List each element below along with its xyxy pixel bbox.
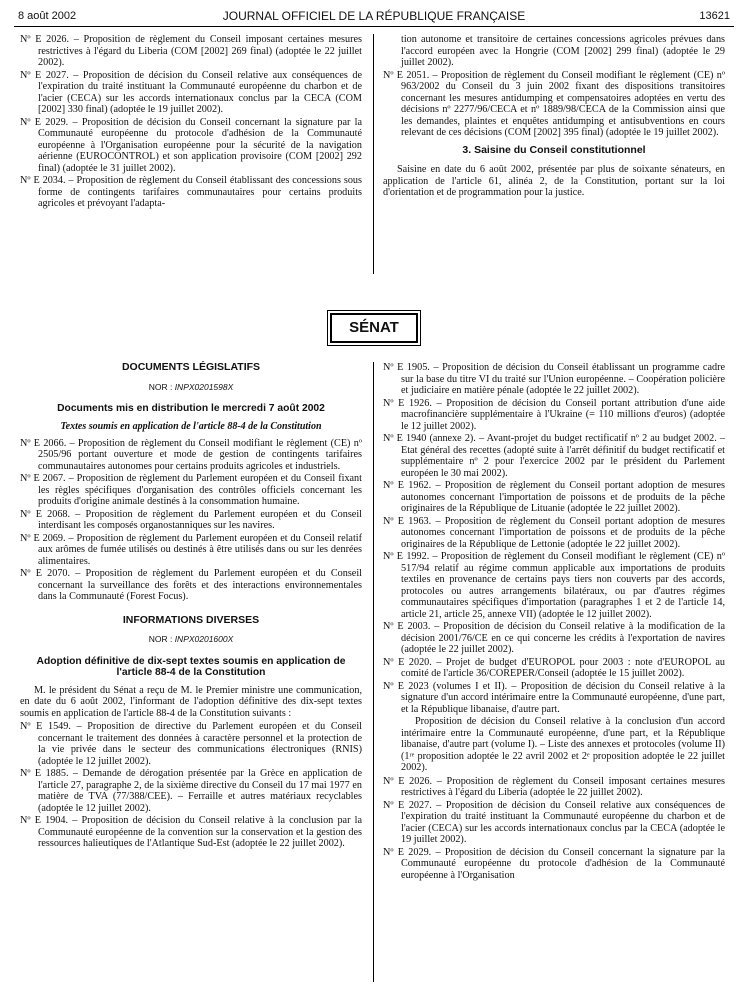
senat-box: SÉNAT bbox=[330, 313, 418, 343]
paragraph: Saisine en date du 6 août 2002, présentée par plus de soixante sénateurs, en application de l'article 61, alinéa 2, de la Constitution, portant sur la loi d'orientation et de programmation pour la justice. bbox=[383, 164, 725, 198]
list-item: Nº E 1904. – Proposition de décision du Conseil relative à la conclusion par la Communauté européenne de la convention sur la conservation et la gestion des ressources halieutiques de l'Atlantique Sud-Est (adoptée le 22 juillet 2002). bbox=[20, 815, 362, 849]
list-item: Nº E 2026. – Proposition de règlement du Conseil imposant certaines mesures restrictives à l'égard du Liberia (COM [2002] 269 final) (adoptée le 22 juillet 2002). bbox=[20, 34, 362, 68]
list-item: Nº E 1940 (annexe 2). – Avant-projet du budget rectificatif nº 2 au budget 2002. – Etat général des recettes (adopté suite à l'arrêt définitif du budget rectificatif et supplémentaire nº 2 pour l'exercice 2002 par le président du Parlement européen le 30 mai 2002). bbox=[383, 433, 725, 479]
list-item: Nº E 2026. – Proposition de règlement du Conseil imposant certaines mesures restrictives à l'égard du Liberia (adoptée le 22 juillet 2002). bbox=[383, 775, 725, 798]
list-item: tion autonome et transitoire de certaines concessions agricoles prévues dans l'accord européen avec la Hongrie (COM [2002] 299 final) (adoptée le 29 juillet 2002). bbox=[401, 34, 725, 68]
list-item: Nº E 2020. – Projet de budget d'EUROPOL pour 2003 : note d'EUROPOL au comité de l'article 36/COREPER/Conseil (adoptée le 15 juillet 2002). bbox=[383, 656, 725, 679]
list-item: Nº E 2066. – Proposition de règlement du Conseil modifiant le règlement (CE) nº 2505/96 portant ouverture et mode de gestion de contingents tarifaires communautaires autonomes pour certains produits agricoles et industriels. bbox=[20, 437, 362, 472]
right-column bbox=[383, 362, 725, 882]
list-item: Nº E 2067. – Proposition de règlement du Parlement européen et du Conseil fixant les règles spécifiques d'organisation des contrôles officiels concernant les produits d'origine animale destinés à la consommation humaine. bbox=[20, 473, 362, 507]
header-page-number: 13621 bbox=[699, 10, 730, 22]
list-item: Nº E 2023 (volumes I et II). – Proposition de décision du Conseil relative à la signature d'un accord intérimaire entre la Communauté européenne, d'une part, et la République libanaise, d'autre part. bbox=[383, 680, 725, 715]
list-item: Nº E 1992. – Proposition de règlement du Conseil modifiant le règlement (CE) nº 517/94 relatif au régime commun applicable aux importations de produits textiles en provenance de certains pays tiers non couverts par des accords, protocoles ou autres arrangements bilatéraux, ou par d'autres régimes communautaires spécifiques d'importation (paragraphes 1 et 2 de l'article 14, article 21, article 25, annexe VII) (adoptée le 12 juillet 2002). bbox=[383, 551, 725, 620]
column-divider bbox=[373, 362, 374, 982]
page-header bbox=[18, 6, 730, 26]
section-title: 3. Saisine du Conseil constitutionnel bbox=[462, 143, 646, 156]
subsection-title: Documents mis en distribution le mercredi 7 août 2002 bbox=[57, 403, 325, 414]
list-item: Nº E 2034. – Proposition de règlement du Conseil établissant des concessions sous forme de contingents tarifaires communautaires pour certains produits agricoles et prévoyant l'adapta- bbox=[20, 175, 362, 209]
list-item: Nº E 2069. – Proposition de règlement du Parlement européen et du Conseil relatif aux arômes de fumée utilisés ou destinés à être utilisés dans ou sur les denrées alimentaires. bbox=[20, 532, 362, 567]
subsection-title: Adoption définitive de dix-sept textes soumis en application de l'article 88-4 de la Constitution bbox=[36, 655, 346, 678]
top-left-column bbox=[20, 34, 362, 211]
header-date: 8 août 2002 bbox=[18, 10, 77, 22]
list-item: Nº E 1549. – Proposition de directive du Parlement européen et du Conseil concernant le traitement des données à caractère personnel et la protection de la vie privée dans le secteur des communications électroniques (RNIS) (adoptée le 12 juillet 2002). bbox=[20, 721, 362, 767]
subsection-subtitle: Textes soumis en application de l'article 88-4 de la Constitution bbox=[60, 420, 322, 432]
nor-reference: NOR : INPX0201600X bbox=[148, 634, 234, 644]
list-item: Nº E 1962. – Proposition de règlement du Conseil portant adoption de mesures autonomes concernant l'importation de poissons et de produits de la pêche originaires de la République de Lituanie (adoptée le 22 juillet 2002). bbox=[383, 480, 725, 514]
header-rule bbox=[14, 26, 734, 27]
list-item: Nº E 2051. – Proposition de règlement du Conseil modifiant le règlement (CE) nº 963/2002 du Conseil du 3 juin 2002 fixant des dispositions transitoires concernant les mesures antidumping et compensatoires adoptées en vertu des décisions nº 2277/96/CECA et nº 1889/98/CECA de la Commission ainsi que les demandes, plaintes et enquêtes antidumping et antisubventions en cours relevant de ces décisions (COM [2002] 395 final) (adoptée le 19 juillet 2002). bbox=[383, 69, 725, 138]
list-item: Nº E 1963. – Proposition de règlement du Conseil portant adoption de mesures autonomes concernant l'importation de poissons et de produits de la pêche originaires de la République de Lettonie (adoptée le 22 juillet 2002). bbox=[383, 515, 725, 550]
list-item: Nº E 1885. – Demande de dérogation présentée par la Grèce en application de l'article 27, paragraphe 2, de la sixième directive du Conseil du 17 mai 1977 en matière de TVA (77/388/CEE). – Ferraille et autres matériaux recyclables (adoptée le 12 juillet 2002). bbox=[20, 768, 362, 814]
column-divider bbox=[373, 34, 374, 274]
paragraph: M. le président du Sénat a reçu de M. le Premier ministre une communication, en date du 6 août 2002, l'informant de l'adoption définitive des dix-sept textes soumis en application de l'article 88-4 de la Constitution suivants : bbox=[20, 684, 362, 719]
header-journal-title: JOURNAL OFFICIEL DE LA RÉPUBLIQUE FRANÇAISE bbox=[222, 9, 526, 23]
section-title: DOCUMENTS LÉGISLATIFS bbox=[121, 361, 261, 373]
section-title: INFORMATIONS DIVERSES bbox=[122, 613, 260, 626]
list-item: Nº E 2070. – Proposition de règlement du Parlement européen et du Conseil concernant la surveillance des forêts et des interactions environnementales dans la Communauté (Forest Focus). bbox=[20, 568, 362, 602]
list-item: Nº E 2027. – Proposition de décision du Conseil relative aux conséquences de l'expiration du traité instituant la Communauté européenne du charbon et de l'acier (CECA) sur les accords internationaux conclus par la CECA (COM [2002] 330 final) (adoptée le 19 juillet 2002). bbox=[20, 69, 362, 115]
list-item: Nº E 2029. – Proposition de décision du Conseil concernant la signature par la Communauté européenne du protocole d'adhésion de la Communauté européenne à l'Organisation européenne pour la sécurité de la navigation aérienne (EUROCONTROL) et son application provisoire (COM [2002] 292 final) (adoptée le 31 juillet 2002). bbox=[20, 116, 362, 174]
nor-reference: NOR : INPX0201598X bbox=[148, 381, 234, 392]
left-column bbox=[20, 362, 362, 851]
list-item: Nº E 2003. – Proposition de décision du Conseil relative à la modification de la décision 2001/76/CE en ce qui concerne les crédits à l'exportation de navires (adoptée le 22 juillet 2002). bbox=[383, 621, 725, 655]
list-item: Nº E 1926. – Proposition de décision du Conseil portant attribution d'une aide macrofinancière supplémentaire à l'Ukraine (= 110 millions d'euros) (adoptée le 12 juillet 2002). bbox=[383, 397, 725, 432]
list-item: Nº E 2068. – Proposition de règlement du Parlement européen et du Conseil interdisant les composés organostanniques sur les navires. bbox=[20, 508, 362, 531]
top-right-column bbox=[383, 34, 725, 201]
list-item: Nº E 1905. – Proposition de décision du Conseil établissant un programme cadre sur la base du titre VI du traité sur l'Union européenne. – Coopération policière et judiciaire en matière pénale (adoptée le 22 juillet 2002). bbox=[383, 362, 725, 396]
paragraph: Proposition de décision du Conseil relative à la conclusion d'un accord intérimaire entre la Communauté européenne, d'une part, et la République libanaise, d'autre part (volume I). – Liste des annexes et protocoles (volume II) (1ʳᵉ proposition adoptée le 22 avril 2002 et 2ᵉ proposition adoptée le 22 juillet 2002). bbox=[401, 716, 725, 773]
list-item: Nº E 2027. – Proposition de décision du Conseil relative aux conséquences de l'expiration du traité instituant la Communauté européenne du charbon et de l'acier (CECA) sur les accords internationaux conclus par la CECA (adoptée le 19 juillet 2002). bbox=[383, 799, 725, 845]
list-item: Nº E 2029. – Proposition de décision du Conseil concernant la signature par la Communauté européenne du protocole d'adhésion de la Communauté européenne à l'Organisation bbox=[383, 846, 725, 881]
